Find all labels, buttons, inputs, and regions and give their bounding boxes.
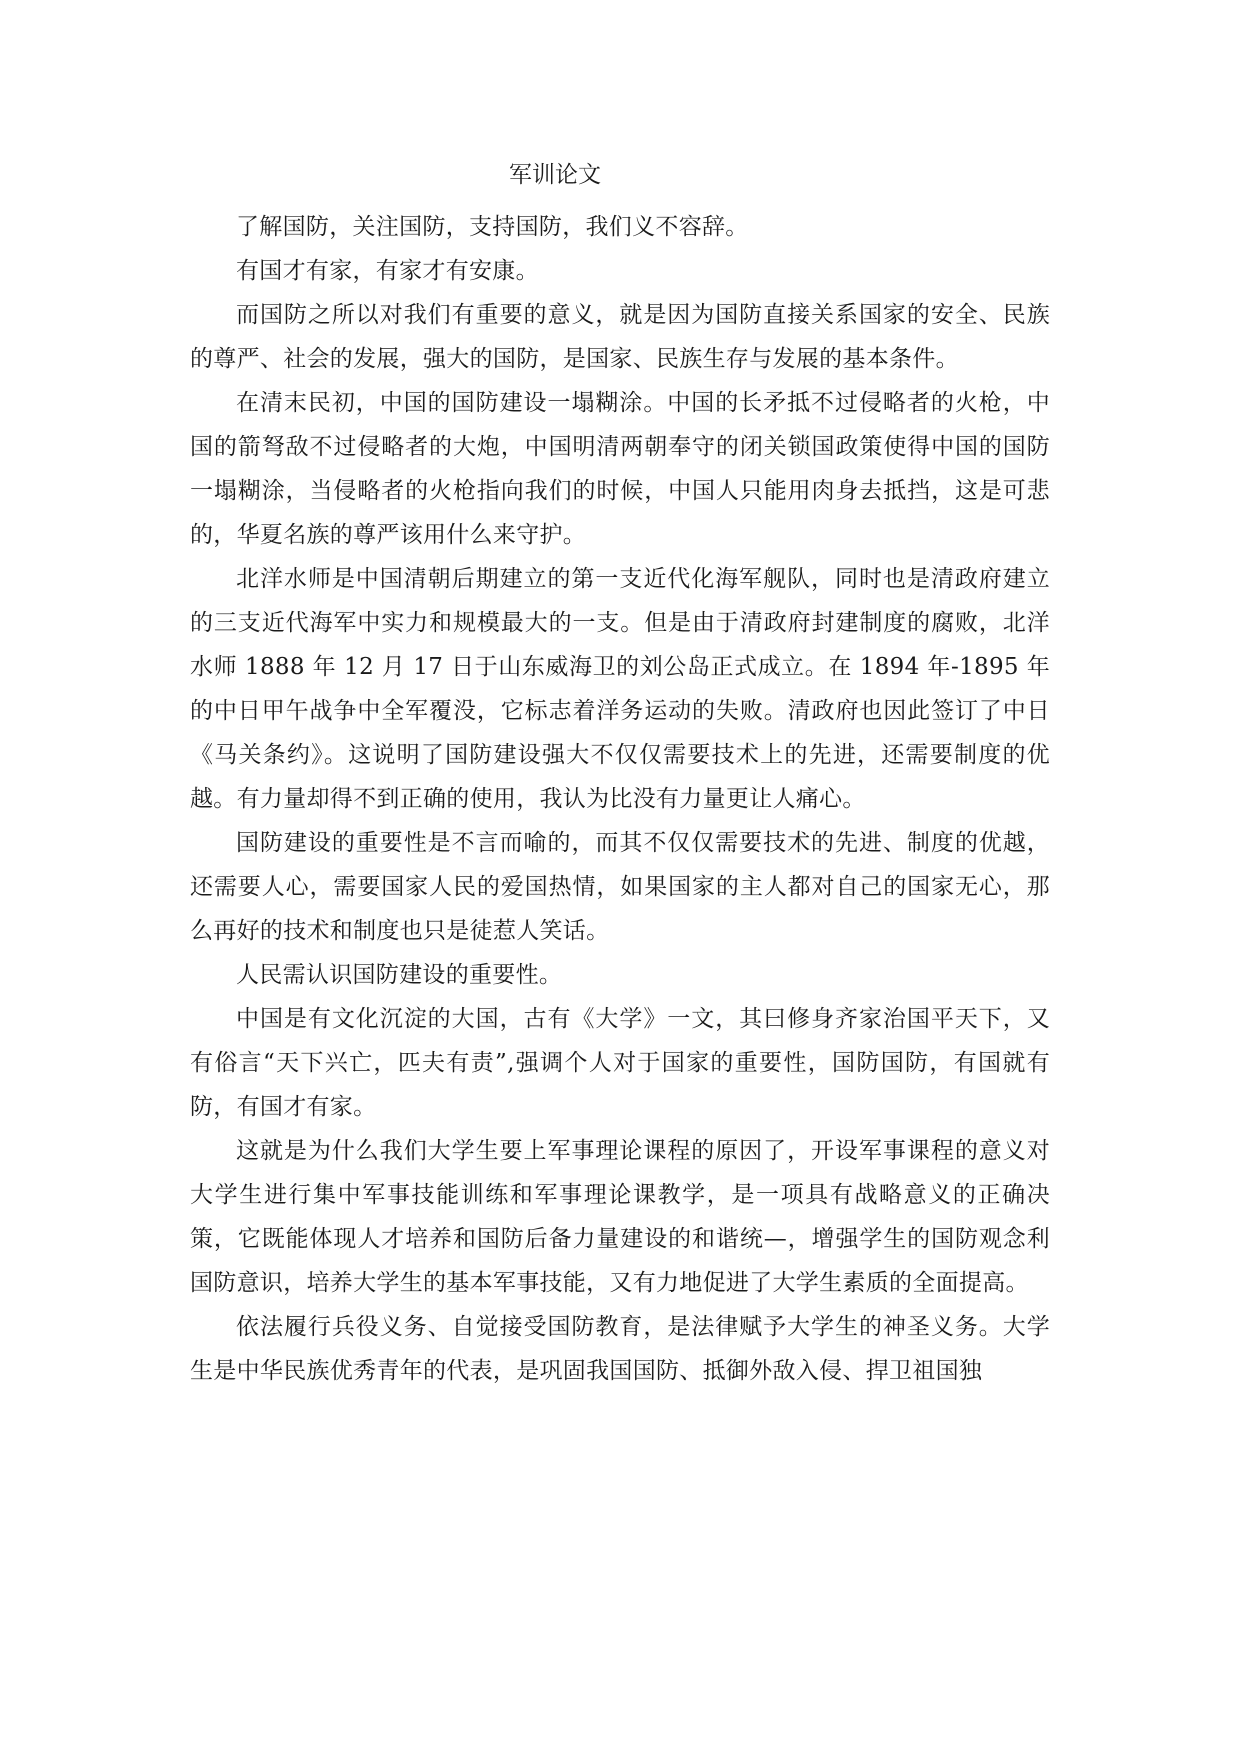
paragraph: 国防建设的重要性是不言而喻的，而其不仅仅需要技术的先进、制度的优越，还需要人心，需要国家人民的爱国热情，如果国家的主人都对自己的国家无心，那么再好的技术和制度也只是徒惹人笑话。 [190,830,1050,944]
paragraph: 了解国防，关注国防，支持国防，我们义不容辞。 [236,214,749,240]
paragraph: 有国才有家，有家才有安康。 [236,258,539,284]
paragraph: 而国防之所以对我们有重要的意义，就是因为国防直接关系国家的安全、民族的尊严、社会的发展，强大的国防，是国家、民族生存与发展的基本条件。 [190,302,1050,372]
document-title: 军训论文 [509,162,601,188]
document-body [190,205,1050,1393]
paragraph: 人民需认识国防建设的重要性。 [236,962,563,988]
paragraph: 依法履行兵役义务、自觉接受国防教育，是法律赋予大学生的神圣义务。大学生是中华民族优秀青年的代表，是巩固我国国防、抵御外敌入侵、捍卫祖国独 [190,1314,1050,1384]
paragraph: 在清末民初，中国的国防建设一塌糊涂。中国的长矛抵不过侵略者的火枪，中国的箭弩敌不过侵略者的大炮，中国明清两朝奉守的闭关锁国政策使得中国的国防一塌糊涂，当侵略者的火枪指向我们的时候，中国人只能用肉身去抵挡，这是可悲的，华夏名族的尊严该用什么来守护。 [190,390,1050,548]
paragraph: 北洋水师是中国清朝后期建立的第一支近代化海军舰队，同时也是清政府建立的三支近代海军中实力和规模最大的一支。但是由于清政府封建制度的腐败，北洋水师 1888 年 12 月 17 日于山东威海卫的刘公岛正式成立。在 1894 年-1895 年的中日甲午战争中全军覆没，它标志着洋务运动的失败。清政府也因此签订了中日《马关条约》。这说明了国防建设强大不仅仅需要技术上的先进，还需要制度的优越。有力量却得不到正确的使用，我认为比没有力量更让人痛心。 [190,566,1050,812]
paragraph: 中国是有文化沉淀的大国，古有《大学》一文，其曰修身齐家治国平天下，又有俗言“天下兴亡，匹夫有责”,强调个人对于国家的重要性，国防国防，有国就有防，有国才有家。 [190,1006,1050,1120]
paragraph: 这就是为什么我们大学生要上军事理论课程的原因了，开设军事课程的意义对大学生进行集中军事技能训练和军事理论课教学，是一项具有战略意义的正确决策，它既能体现人才培养和国防后备力量建设的和谐统—，增强学生的国防观念利国防意识，培养大学生的基本军事技能，又有力地促进了大学生素质的全面提高。 [190,1138,1050,1296]
